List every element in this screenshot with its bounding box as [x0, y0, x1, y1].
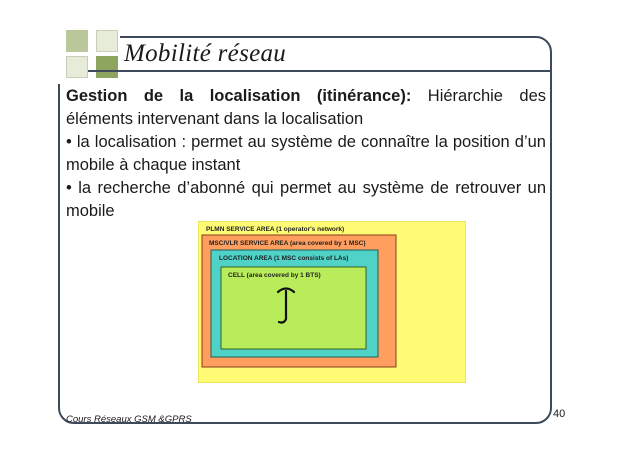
- decor-square: [66, 56, 88, 78]
- footer-course: Cours Réseaux GSM &GPRS: [66, 414, 192, 425]
- intro-bold: Gestion de la localisation (itinérance):: [66, 87, 412, 105]
- plmn-label: PLMN SERVICE AREA (1 operator's network): [206, 226, 345, 233]
- cell-label: CELL (area covered by 1 BTS): [228, 272, 321, 279]
- title-underline: [88, 70, 550, 72]
- page-number: 40: [553, 408, 566, 420]
- cell-area: [221, 267, 366, 349]
- slide-title: Mobilité réseau: [124, 40, 287, 67]
- decor-square: [96, 30, 118, 52]
- decor-square: [66, 30, 88, 52]
- bullet-localisation: • la localisation : permet au système de connaître la position d’un mobile à chaque instant: [66, 133, 546, 174]
- intro-paragraph: [66, 85, 546, 131]
- msc-label: MSC/VLR SERVICE AREA (area covered by 1 MSC): [209, 240, 366, 247]
- decor-square: [96, 56, 118, 78]
- location-hierarchy-diagram: [198, 221, 466, 383]
- slide-body: [66, 85, 546, 223]
- bullet-recherche: • la recherche d’abonné qui permet au système de retrouver un mobile: [66, 179, 546, 220]
- intro-rest: Hiérarchie des éléments intervenant dans la localisation: [66, 87, 547, 128]
- la-label: LOCATION AREA (1 MSC consists of LAs): [219, 255, 349, 262]
